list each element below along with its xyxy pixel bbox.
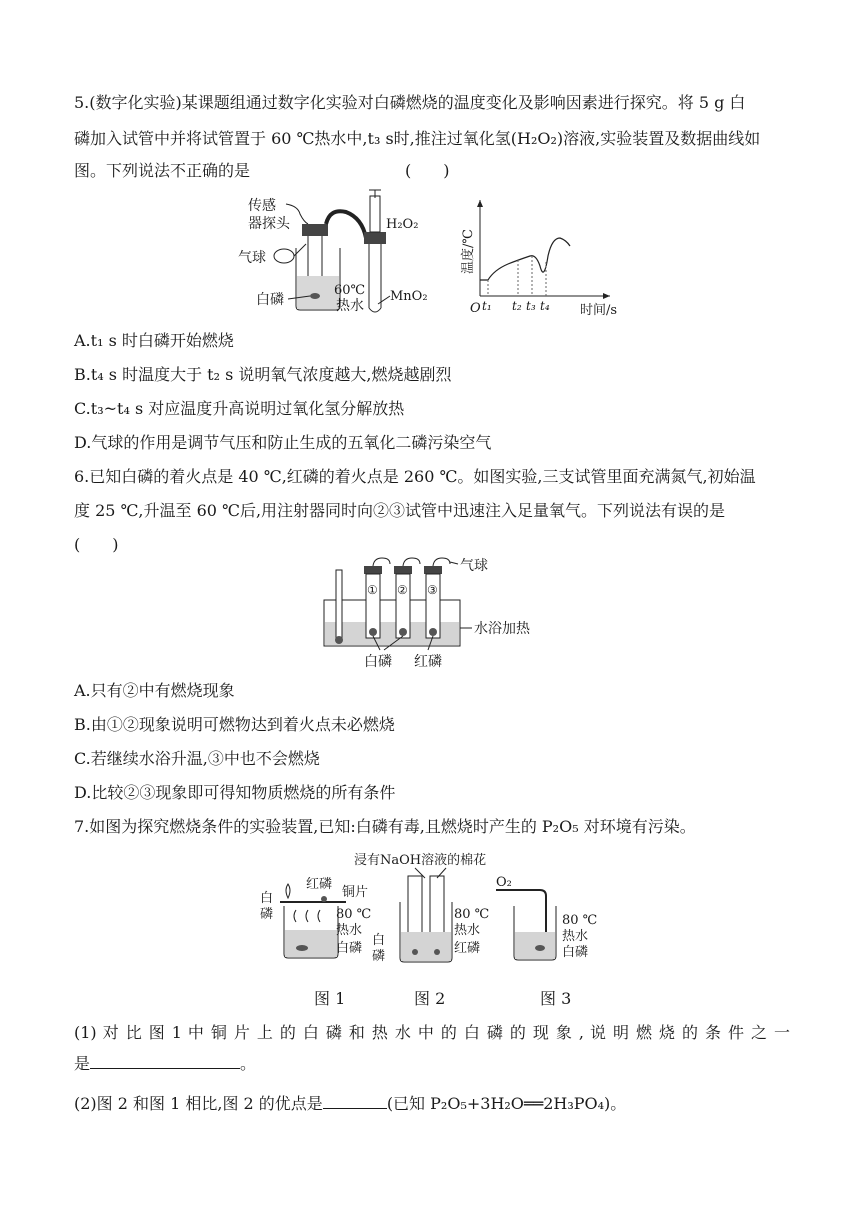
q5-graph-t1: t₁ — [482, 299, 492, 313]
q7-fig1-copper: 铜片 — [342, 885, 369, 900]
q5-fig-h2o2-label: H₂O₂ — [386, 217, 419, 232]
q6-stem-line1: 6.已知白磷的着火点是 40 ℃,红磷的着火点是 260 ℃。如图实验,三支试管里面充满氮气,初始温 — [74, 467, 756, 486]
q6-fig-tube3: ③ — [427, 583, 438, 597]
q6-stem-line2: 度 25 ℃,升温至 60 ℃后,用注射器同时向②③试管中迅速注入足量氧气。下列说法有误的是 — [74, 501, 726, 520]
q7-sub1-suffix: 。 — [240, 1054, 257, 1073]
q6-option-c: C.若继续水浴升温,③中也不会燃烧 — [74, 749, 320, 768]
q5-graph-origin: O — [470, 301, 481, 316]
q5-option-c: C.t₃~t₄ s 对应温度升高说明过氧化氢分解放热 — [74, 399, 405, 418]
q5-stem-line3: 图。下列说法不正确的是 — [74, 161, 251, 180]
q5-fig-hotwater-label: 热水 — [336, 298, 364, 314]
q5-option-b: B.t₄ s 时温度大于 t₂ s 说明氧气浓度越大,燃烧越剧烈 — [74, 365, 452, 384]
q5-fig-mno2-label: MnO₂ — [390, 289, 428, 304]
q7-sub1-answer-blank[interactable] — [90, 1052, 240, 1069]
q7-caption-fig1: 图 1 — [314, 989, 346, 1008]
q7-fig3-o2: O₂ — [496, 875, 512, 890]
q7-fig1-whitep: 白磷 — [336, 941, 363, 956]
q7-sub1-line2 — [74, 1052, 256, 1075]
q5-graph-t3: t₃ — [526, 299, 536, 313]
q7-fig2-phos: 磷 — [372, 949, 386, 964]
q7-sub2-answer-blank[interactable] — [323, 1092, 387, 1109]
q5-option-d: D.气球的作用是调节气压和防止生成的五氧化二磷污染空气 — [74, 433, 492, 452]
q6-fig-balloon-label: 气球 — [460, 558, 488, 574]
q7-fig1-phos: 磷 — [260, 907, 274, 922]
q5-apparatus-figure — [238, 188, 458, 318]
q6-fig-redp-label: 红磷 — [414, 654, 442, 670]
q5-fig-sensor-label: 传感 — [248, 198, 276, 214]
q6-answer-paren: ( ) — [74, 535, 119, 554]
q5-temperature-graph — [460, 196, 630, 320]
q7-fig2-white: 白 — [372, 933, 386, 948]
q7-caption-fig2: 图 2 — [414, 989, 446, 1008]
q7-fig3-whitep: 白磷 — [562, 945, 589, 960]
q7-fig2-redp: 红磷 — [454, 941, 481, 956]
q7-sub1-prefix: 是 — [74, 1054, 91, 1073]
q7-fig1-white: 白 — [260, 891, 274, 906]
q7-apparatus-figure — [250, 848, 620, 972]
q6-waterbath-figure — [320, 556, 560, 674]
q7-fig1-redp: 红磷 — [306, 877, 333, 892]
q6-fig-bath-label: 水浴加热 — [474, 621, 530, 637]
q5-graph-t2: t₂ — [512, 299, 522, 313]
q5-option-a: A.t₁ s 时白磷开始燃烧 — [74, 331, 234, 350]
q6-fig-whitep-label: 白磷 — [364, 654, 392, 670]
q5-graph-t4: t₄ — [540, 299, 550, 313]
q7-sub2-line — [74, 1092, 626, 1115]
q6-option-a: A.只有②中有燃烧现象 — [74, 681, 235, 700]
q7-sub2-suffix: (已知 P₂O₅+3H₂O══2H₃PO₄)。 — [386, 1094, 627, 1113]
q7-sub1-line1: (1) 对 比 图 1 中 铜 片 上 的 白 磷 和 热 水 中 的 白 磷 的 现 象 , 说 明 燃 烧 的 条 件 之 一 — [74, 1023, 790, 1042]
q5-stem-line1: 5.(数字化实验)某课题组通过数字化实验对白磷燃烧的温度变化及影响因素进行探究。将 5 g 白 — [74, 93, 746, 112]
q7-sub2-prefix: (2)图 2 和图 1 相比,图 2 的优点是 — [74, 1094, 323, 1113]
q5-graph-yaxis: 温度/℃ — [461, 229, 476, 274]
q7-caption-fig3: 图 3 — [540, 989, 572, 1008]
q7-fig2-temp: 80 ℃ — [454, 907, 490, 922]
q7-fig1-temp: 80 ℃ — [336, 907, 372, 922]
q7-fig2-cotton: 浸有NaOH溶液的棉花 — [354, 853, 487, 868]
q5-fig-whitep-label: 白磷 — [256, 292, 284, 308]
q5-fig-probe-label: 器探头 — [248, 216, 290, 232]
q5-stem-line2: 磷加入试管中并将试管置于 60 ℃热水中,t₃ s时,推注过氧化氢(H₂O₂)溶液,实验装置及数据曲线如 — [74, 129, 761, 148]
q5-graph-xaxis: 时间/s — [580, 303, 618, 318]
q7-fig3-hotwater: 热水 — [562, 929, 589, 944]
q5-answer-paren: ( ) — [405, 161, 450, 180]
q6-option-b: B.由①②现象说明可燃物达到着火点未必燃烧 — [74, 715, 395, 734]
q6-fig-tube2: ② — [397, 583, 408, 597]
q7-stem: 7.如图为探究燃烧条件的实验装置,已知:白磷有毒,且燃烧时产生的 P₂O₅ 对环境有污染。 — [74, 817, 696, 836]
q6-option-d: D.比较②③现象即可得知物质燃烧的所有条件 — [74, 783, 396, 802]
q5-fig-balloon-label: 气球 — [238, 250, 266, 266]
q5-fig-temp-label: 60℃ — [334, 283, 366, 298]
q7-fig1-hotwater: 热水 — [336, 923, 363, 938]
q6-fig-tube1: ① — [367, 583, 378, 597]
q7-fig3-temp: 80 ℃ — [562, 913, 598, 928]
q7-fig2-hotwater: 热水 — [454, 923, 481, 938]
